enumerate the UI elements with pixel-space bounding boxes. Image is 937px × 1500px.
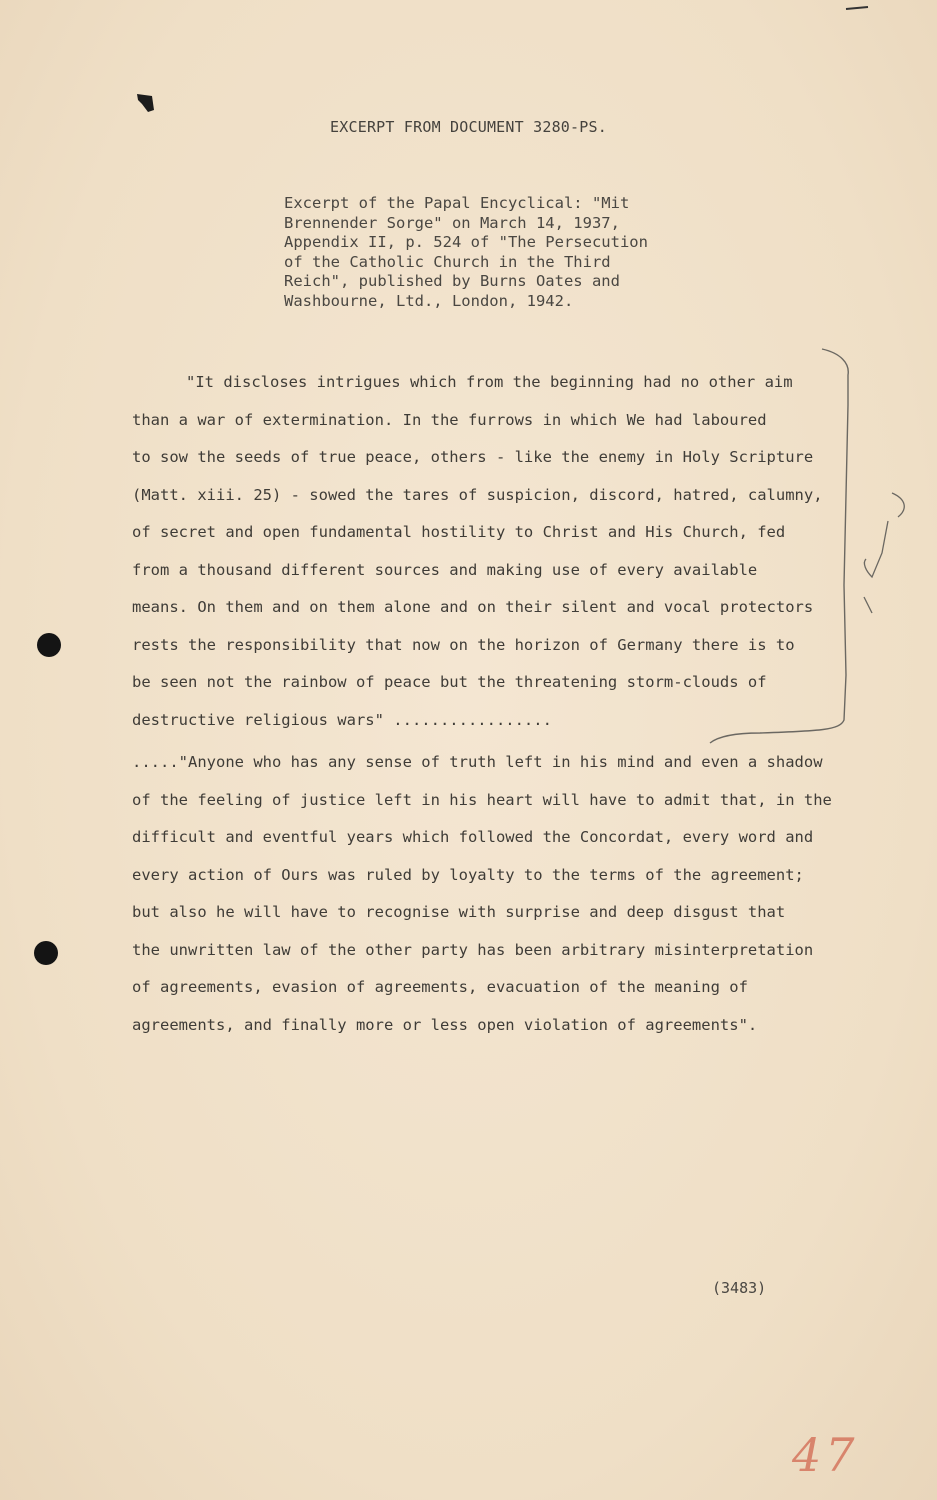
text-line: every action of Ours was ruled by loyalty to the terms of the agreement; xyxy=(132,865,804,884)
handwritten-page-number: 47 xyxy=(792,1428,859,1482)
text-line: of the feeling of justice left in his heart will have to admit that, in the xyxy=(132,790,832,809)
text-line: the unwritten law of the other party has been arbitrary misinterpretation xyxy=(132,940,814,959)
source-citation xyxy=(284,194,704,311)
ink-blot xyxy=(134,90,158,120)
text-line: agreements, and finally more or less open violation of agreements". xyxy=(132,1015,758,1034)
document-number: (3483) xyxy=(712,1279,767,1297)
source-line: Excerpt of the Papal Encyclical: "Mit xyxy=(284,194,630,212)
text-line: to sow the seeds of true peace, others - like the enemy in Holy Scripture xyxy=(132,448,814,466)
text-line: destructive religious wars" ................. xyxy=(132,710,552,729)
text-line: than a war of extermination. In the furrows in which We had laboured xyxy=(132,410,767,429)
text-line: (Matt. xiii. 25) - sowed the tares of suspicion, discord, hatred, calumny, xyxy=(132,485,823,504)
punch-hole-bottom xyxy=(34,941,58,965)
text-line: but also he will have to recognise with surprise and deep disgust that xyxy=(132,903,786,921)
text-line: ....."Anyone who has any sense of truth left in his mind and even a shadow xyxy=(132,753,823,771)
text-line: means. On them and on them alone and on their silent and vocal protectors xyxy=(132,598,814,616)
margin-bracket-pencil xyxy=(700,345,920,759)
corner-mark xyxy=(844,0,874,19)
text-line: "It discloses intrigues which from the beginning had no other aim xyxy=(186,373,793,391)
source-line: Brennender Sorge" on March 14, 1937, xyxy=(284,213,620,232)
text-line: rests the responsibility that now on the horizon of Germany there is to xyxy=(132,635,795,654)
text-line: difficult and eventful years which followed the Concordat, every word and xyxy=(132,828,814,846)
source-line: Reich", published by Burns Oates and xyxy=(284,272,620,290)
text-line: be seen not the rainbow of peace but the threatening storm-clouds of xyxy=(132,673,767,691)
source-line: Appendix II, p. 524 of "The Persecution xyxy=(284,233,648,251)
paragraph-second-quote xyxy=(132,744,852,1044)
source-line: of the Catholic Church in the Third xyxy=(284,252,611,271)
document-title: EXCERPT FROM DOCUMENT 3280-PS. xyxy=(330,118,607,136)
source-line: Washbourne, Ltd., London, 1942. xyxy=(284,291,574,310)
punch-hole-top xyxy=(37,633,61,657)
text-line: from a thousand different sources and making use of every available xyxy=(132,560,758,579)
text-line: of agreements, evasion of agreements, evacuation of the meaning of xyxy=(132,978,748,996)
text-line: of secret and open fundamental hostility to Christ and His Church, fed xyxy=(132,523,786,541)
